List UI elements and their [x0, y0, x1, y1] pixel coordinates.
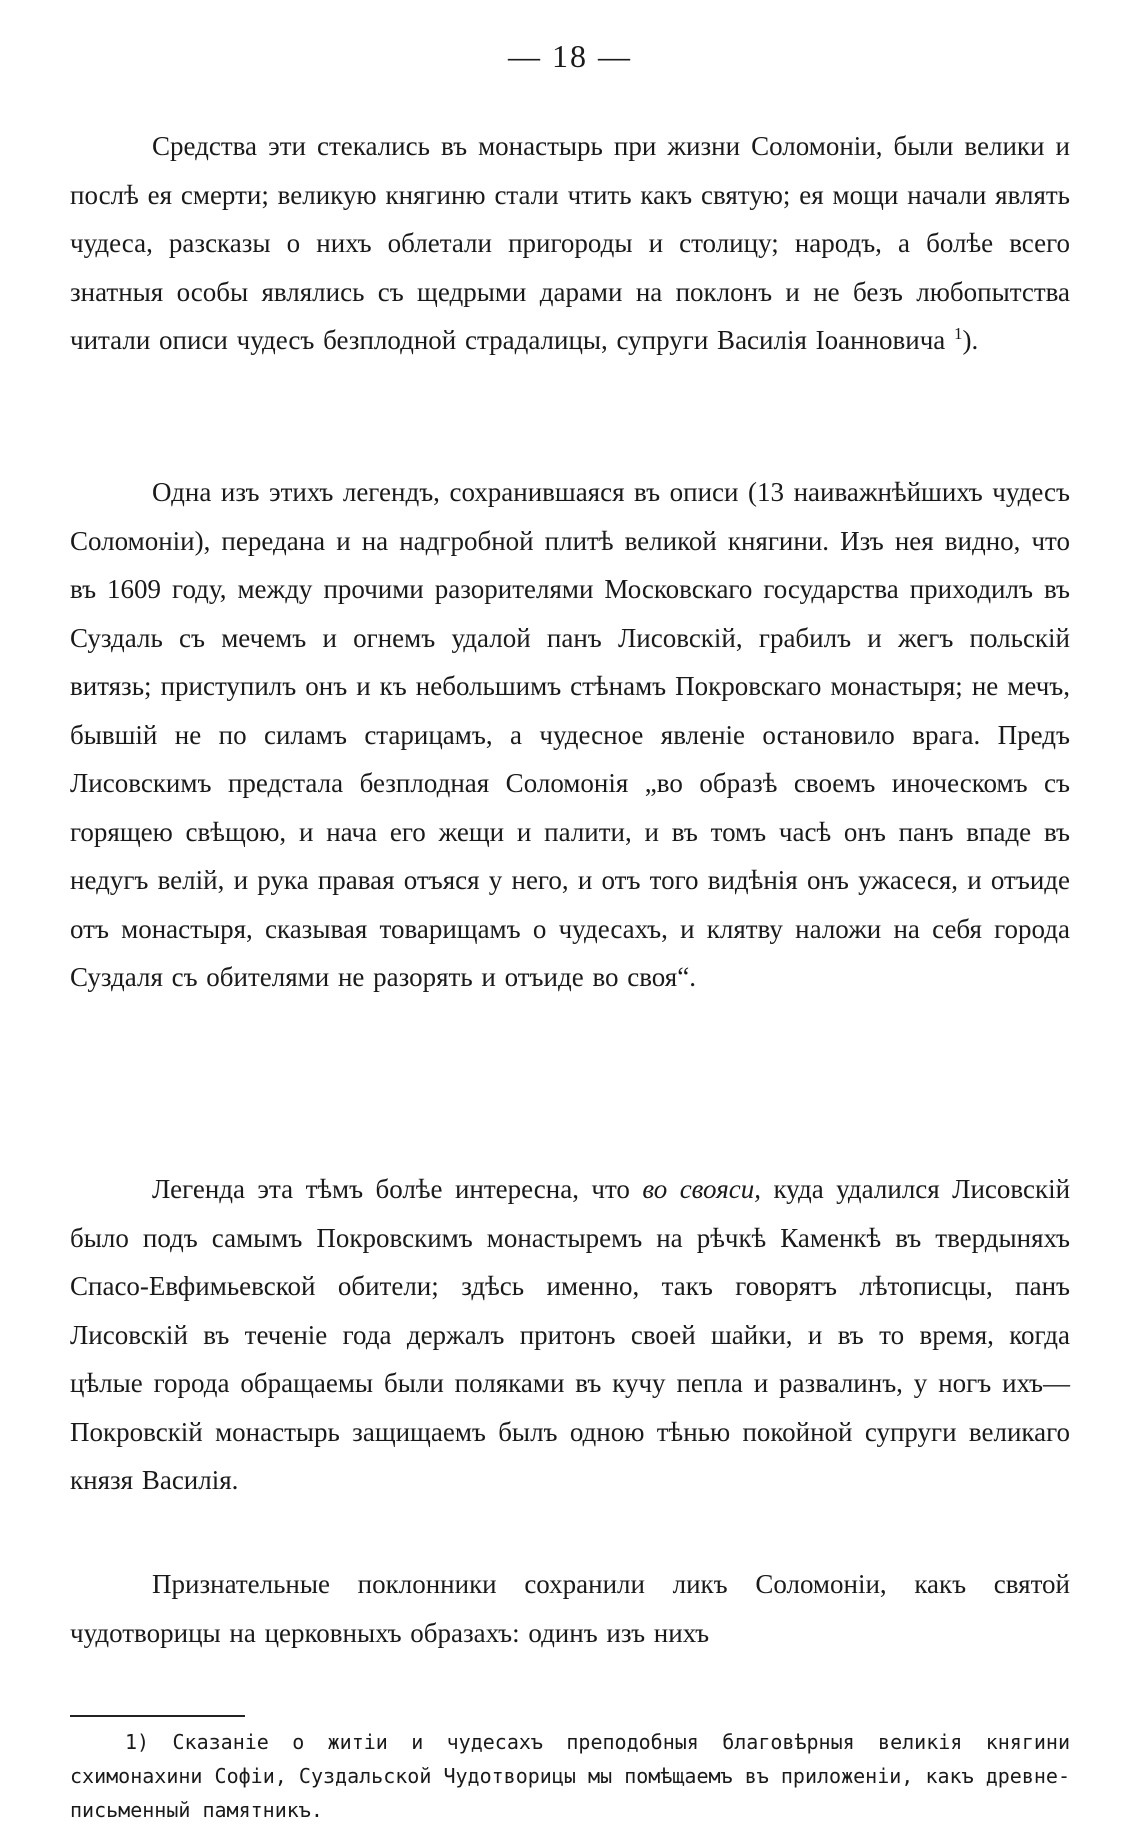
footnote-divider — [70, 1715, 245, 1717]
paragraph-3-emphasis: во свояси, — [642, 1174, 761, 1204]
footnote-reference: 1 — [954, 324, 963, 343]
paragraph-2-text: Одна изъ этихъ легендъ, сохранившаяся въ описи (13 наиважнѣйшихъ чудесъ Соломоніи), передана и на надгробной плитѣ великой княгини. Изъ нея видно, что въ 1609 году, между прочими разорителями Московскаго государства приходилъ въ Суздаль съ мечемъ и огнемъ удалой панъ Лисовскій, грабилъ и жегъ польскій витязь; приступилъ онъ и къ небольшимъ стѣнамъ Покровскаго монастыря; не мечъ, бывшій не по силамъ старицамъ, а чудесное явленіе остановило врага. Предъ Лисовскимъ предстала безплодная Соломонія „во образѣ своемъ иноческомъ съ горящею свѣщою, и нача его жещи и палити, и въ томъ часѣ онъ панъ впаде въ недугъ велій, и рука правая отъяся у него, и отъ того видѣнія онъ ужасеся, и отъиде отъ монастыря, сказывая товарищамъ о чудесахъ, и клятву наложи на себя города Суздаля съ обителями не разорять и отъиде во своя“. — [70, 477, 1070, 992]
footnote-reference-close: ). — [962, 325, 979, 355]
footnote-text: Сказаніе о житіи и чудесахъ преподобныя благовѣрныя великія княгини схимонахини Софіи, Суздальской Чудотворицы мы помѣщаемъ въ приложеніи, какъ древне-письменный памятникъ. — [70, 1730, 1070, 1822]
paragraph-4 — [70, 1560, 1070, 1657]
paragraph-1-text: Средства эти стекались въ монастырь при жизни Соломоніи, были велики и послѣ ея смерти; великую княгиню стали чтить какъ святую; ея мощи начали являть чудеса, разсказы о нихъ облетали пригороды и столицу; народъ, а болѣе всего знатныя особы являлись съ щедрыми дарами на поклонъ и не безъ любопытства читали описи чудесъ безплодной страдалицы, супруги Василія Іоанновича — [70, 131, 1070, 355]
paragraph-3 — [70, 1165, 1070, 1505]
paragraph-2 — [70, 468, 1070, 1002]
page-number: — 18 — — [508, 38, 632, 74]
footnote — [70, 1725, 1070, 1827]
paragraph-4-text: Признательные поклонники сохранили ликъ Соломоніи, какъ святой чудотворицы на церковныхъ образахъ: одинъ изъ нихъ — [70, 1569, 1070, 1648]
footnote-marker: 1) — [125, 1730, 150, 1754]
paragraph-3-text-after: куда удалился Лисовскій было подъ самымъ Покровскимъ монастыремъ на рѣчкѣ Каменкѣ въ твердыняхъ Спасо-Евфимьевской обители; здѣсь именно, такъ говорятъ лѣтописцы, панъ Лисовскій въ теченіе года держалъ притонъ своей шайки, и въ то время, когда цѣлые города обращаемы были поляками въ кучу пепла и развалинъ, у ногъ ихъ—Покровскій монастырь защищаемъ былъ одною тѣнью покойной супруги великаго князя Василія. — [70, 1174, 1071, 1495]
paragraph-1 — [70, 122, 1070, 365]
paragraph-3-text-before: Легенда эта тѣмъ болѣе интересна, что — [152, 1174, 630, 1204]
